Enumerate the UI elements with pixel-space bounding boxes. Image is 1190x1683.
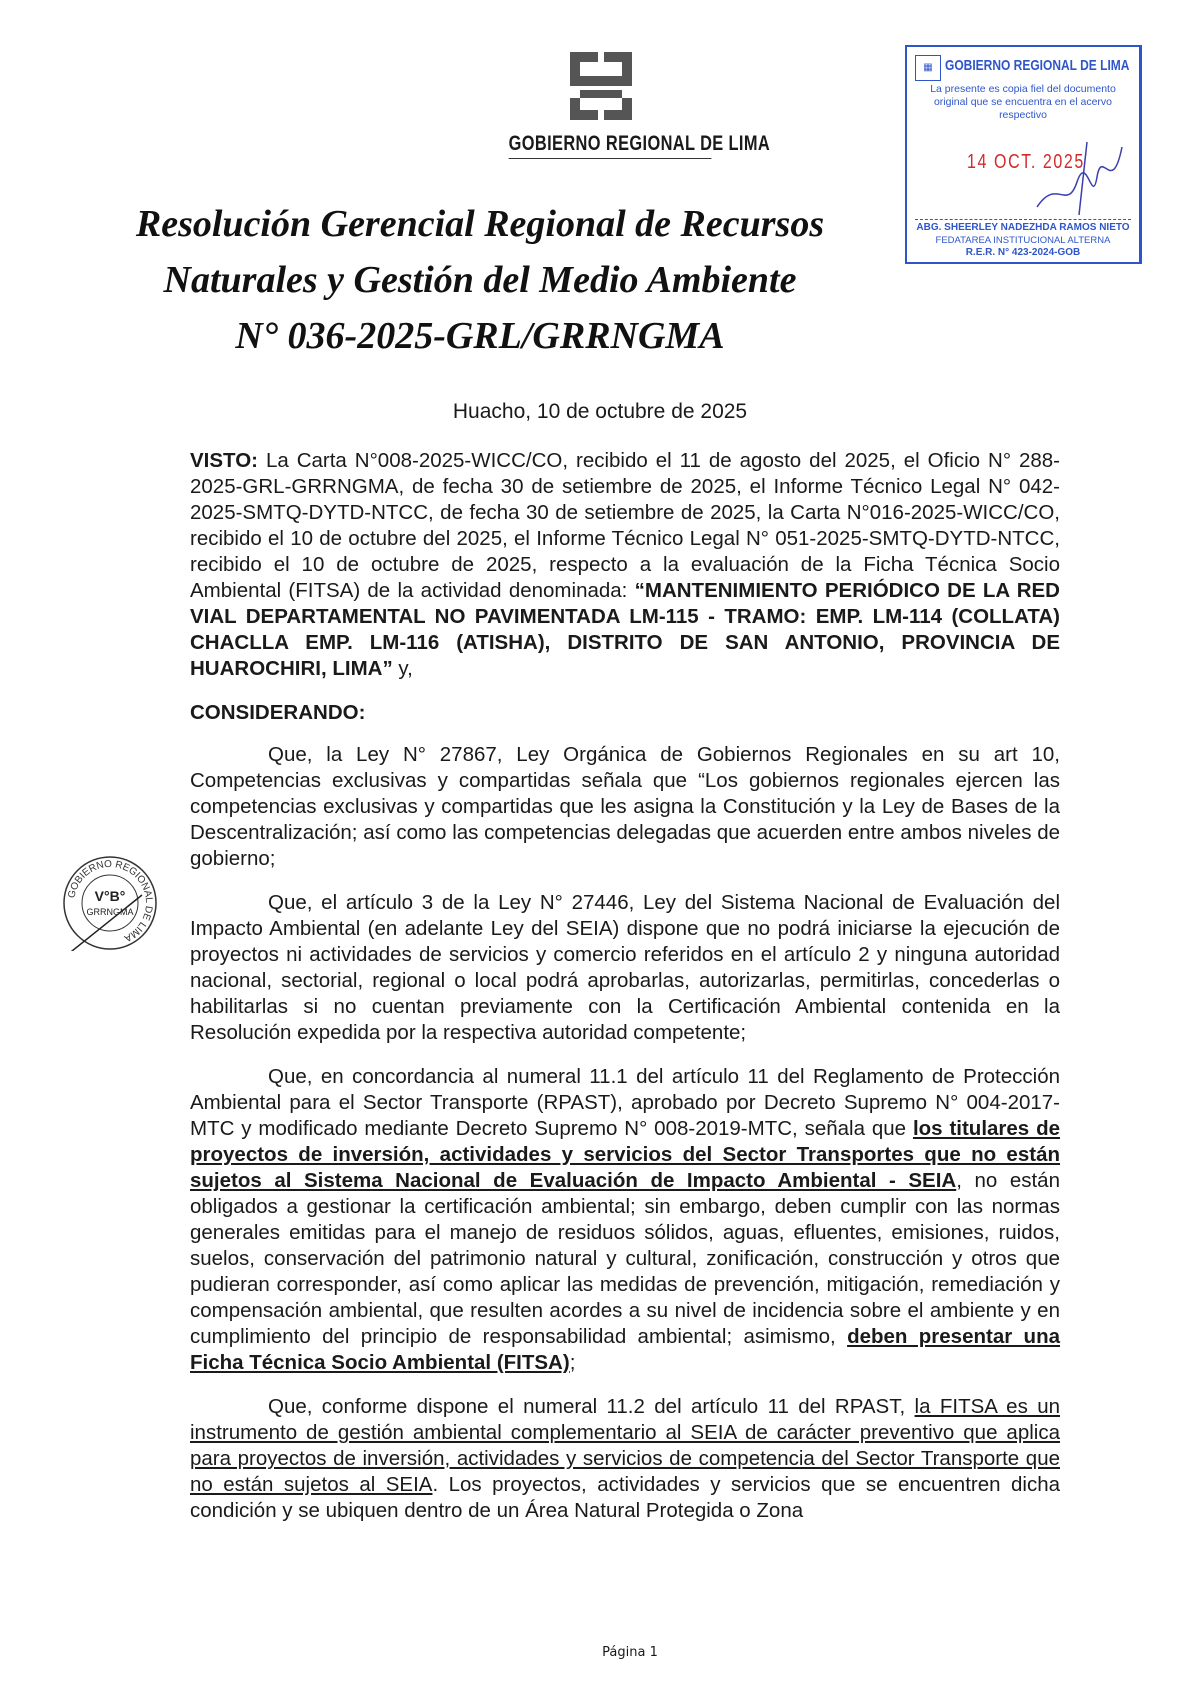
- stamp-signer-name: ABG. SHEERLEY NADEZHDA RAMOS NIETO: [916, 222, 1130, 233]
- paragraph-text: , no están obligados a gestionar la certificación ambiental; sin embargo, deben cumplir con las normas generales emitidas para el manejo de residuos sólidos, aguas, efluentes, emisiones, ruidos, suelos, conservación del patrimonio natural y cultural, zonificación, construcción y otros que pudieran corresponder, así como aplicar las medidas de prevención, mitigación, remediación y compensación ambiental, que resulten acordes a su nivel de incidencia sobre el ambiente y en cumplimiento del principio de responsabilidad ambiental; asimismo,: [190, 1169, 1060, 1348]
- paragraph-text: Que, la Ley N° 27867, Ley Orgánica de Gobiernos Regionales en su art 10, Competencias exclusivas y compartidas señala que “Los gobiernos regionales ejercen las competencias exclusivas y compartidas que les asigna la Constitución y la Ley de Bases de la Descentralización; así como las competencias delegadas que acuerden entre ambos niveles de gobierno;: [190, 743, 1060, 870]
- emphasized-text: “MANTENIMIENTO PERIÓDICO DE LA RED VIAL DEPARTAMENTAL NO PAVIMENTADA LM-115 - TRAMO: EMP. LM-114 (COLLATA) CHACLLA EMP. LM-116 (ATISHA), DISTRITO DE SAN ANTONIO, PROVINCIA DE HUAROCHIRI, LIMA”: [190, 579, 1060, 680]
- stamp-date: 14 OCT. 2025: [967, 151, 1085, 173]
- paragraph: [190, 742, 1060, 872]
- stamp-organization: GOBIERNO REGIONAL DE LIMA: [945, 57, 1130, 74]
- certified-copy-stamp: [905, 45, 1142, 264]
- paragraph-text: y,: [392, 657, 413, 680]
- paragraph: [190, 1064, 1060, 1376]
- paragraph: [190, 890, 1060, 1046]
- paragraph-text: ;: [569, 1351, 576, 1374]
- seal-ring-text: GOBIERNO REGIONAL DE LIMA: [66, 858, 155, 944]
- stamp-signer-role: FEDATAREA INSTITUCIONAL ALTERNA: [935, 235, 1111, 246]
- emphasized-text: los titulares de proyectos de inversión, actividades y servicios del Sector Transportes que no están sujetos al Sistema Nacional de Evaluación de Impacto Ambiental - SEIA: [190, 1117, 1060, 1192]
- resolution-title: [80, 196, 880, 364]
- paragraph-text: . Los proyectos, actividades y servicios que se encuentren dicha condición y se ubiquen dentro de un Área Natural Protegida o Zona: [190, 1473, 1061, 1522]
- paragraph-text: Que, en concordancia al numeral 11.1 del artículo 11 del Reglamento de Protección Ambiental para el Sector Transporte (RPAST), aprobado por Decreto Supremo N° 004-2017-MTC y modificado mediante Decreto Supremo N° 008-2019-MTC, señala que: [190, 1065, 1060, 1140]
- stamp-note: La presente es copia fiel del documento original que se encuentra en el acervo respectivo: [930, 83, 1116, 121]
- approval-seal: [62, 855, 158, 951]
- paragraph: [190, 448, 1060, 682]
- organization-name: GOBIERNO REGIONAL DE LIMA: [509, 132, 712, 159]
- page-number: Página 1: [602, 1645, 658, 1660]
- paragraph-text: La Carta N°008-2025-WICC/CO, recibido el 11 de agosto del 2025, el Oficio N° 288-2025-GRL-GRRNGMA, de fecha 30 de setiembre de 2025, el Informe Técnico Legal N° 042-2025-SMTQ-DYTD-NTCC, de fecha 30 de setiembre de 2025, la Carta N°016-2025-WICC/CO, recibido el 10 de octubre del 2025, el Informe Técnico Legal N° 051-2025-SMTQ-DYTD-NTCC, recibido el 10 de octubre de 2025, respecto a la evaluación de la Ficha Técnica Socio Ambiental (FITSA) de la actividad denominada:: [190, 449, 1061, 602]
- emphasized-text: la FITSA es un instrumento de gestión ambiental complementario al SEIA de carácter preventivo que aplica para proyectos de inversión, actividades y servicios de competencia del Sector Transporte que no están sujetos al SEIA: [190, 1395, 1060, 1496]
- paragraph-text: Que, conforme dispone el numeral 11.2 del artículo 11 del RPAST,: [268, 1395, 915, 1418]
- stamp-divider: [915, 219, 1131, 220]
- emphasized-text: deben presentar una Ficha Técnica Socio Ambiental (FITSA): [190, 1325, 1060, 1374]
- seal-center-text: V°B°: [94, 888, 126, 904]
- paragraph: [190, 1394, 1060, 1524]
- regional-government-logo: [568, 50, 634, 122]
- seal-unit-text: GRRNGMA: [86, 907, 134, 917]
- emphasized-text: VISTO:: [190, 449, 266, 472]
- signature-icon: [1027, 137, 1127, 217]
- document-date: Huacho, 10 de octubre de 2025: [452, 400, 748, 423]
- resolution-title-line2: Naturales y Gestión del Medio Ambiente: [163, 259, 797, 301]
- document-body: [190, 448, 1060, 1542]
- section-heading: [190, 700, 1060, 726]
- emphasized-text: CONSIDERANDO:: [190, 701, 366, 724]
- resolution-number: N° 036-2025-GRL/GRRNGMA: [235, 315, 725, 357]
- stamp-registry: R.E.R. N° 423-2024-GOB: [965, 247, 1081, 258]
- paragraph-text: Que, el artículo 3 de la Ley N° 27446, Ley del Sistema Nacional de Evaluación del Impacto Ambiental (en adelante Ley del SEIA) dispone que no podrá iniciarse la ejecución de proyectos ni actividades de servicios y comercio referidos en el artículo 2 y ninguna autoridad nacional, sectorial, regional o local podrá aprobarlas, autorizarlas, permitirlas, concederlas o habilitarlas si no cuentan previamente con la Certificación Ambiental contenida en la Resolución expedida por la respectiva autoridad competente;: [190, 891, 1060, 1044]
- resolution-title-line1: Resolución Gerencial Regional de Recursos: [135, 203, 825, 245]
- stamp-logo-icon: ▦: [915, 55, 941, 81]
